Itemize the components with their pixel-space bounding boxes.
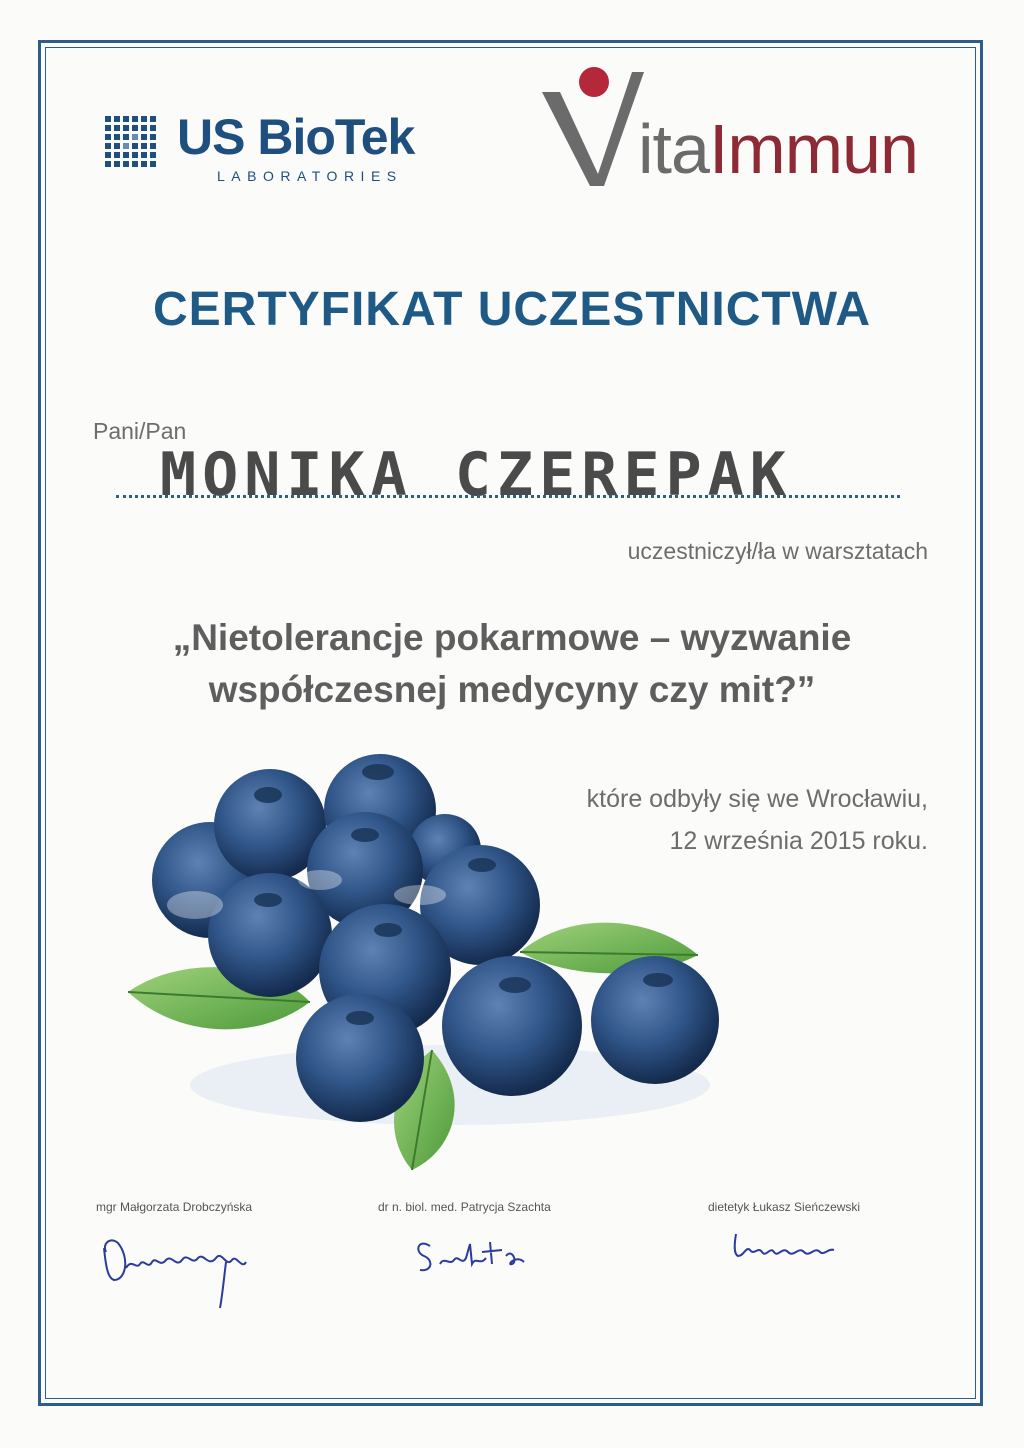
dot-grid-icon	[103, 114, 165, 176]
us-biotek-logo	[103, 110, 443, 190]
vita-v-icon	[540, 62, 650, 187]
name-dotted-line	[116, 495, 900, 498]
biotek-brand-subtitle: LABORATORIES	[217, 168, 403, 184]
vitaimmun-logo	[540, 62, 920, 192]
signature-block-1	[96, 1200, 356, 1313]
vitaimmun-wordmark-ita: ita	[638, 110, 709, 188]
vitaimmun-wordmark	[638, 110, 918, 188]
certificate-border-inner	[45, 47, 976, 1399]
participation-text: uczestniczył/ła w warsztatach	[627, 538, 928, 564]
signatory-name: dietetyk Łukasz Sieńczewski	[708, 1200, 861, 1214]
workshop-title-line-2: współczesnej medycyny czy mit?”	[208, 669, 816, 710]
handwritten-signature	[378, 1218, 548, 1288]
signature-block-3	[708, 1200, 968, 1278]
certificate-title: CERTYFIKAT UCZESTNICTWA	[152, 283, 872, 336]
participant-name: MONIKA CZEREPAK	[160, 440, 792, 510]
date-line: 12 września 2015 roku.	[669, 827, 928, 855]
vitaimmun-wordmark-immun: Immun	[708, 110, 918, 188]
workshop-title	[0, 612, 1024, 716]
workshop-title-line-1: „Nietolerancje pokarmowe – wyzwanie	[172, 617, 852, 658]
signature-block-2	[378, 1200, 638, 1288]
handwritten-signature	[96, 1218, 266, 1313]
signatory-name: mgr Małgorzata Drobczyńska	[96, 1200, 253, 1214]
venue-date-text	[587, 778, 928, 862]
venue-line: które odbyły się we Wrocławiu,	[586, 785, 928, 813]
salutation-label: Pani/Pan	[93, 418, 187, 444]
signatory-name: dr n. biol. med. Patrycja Szachta	[378, 1200, 551, 1214]
handwritten-signature	[708, 1218, 878, 1278]
biotek-brand-name: US BioTek	[177, 109, 415, 165]
